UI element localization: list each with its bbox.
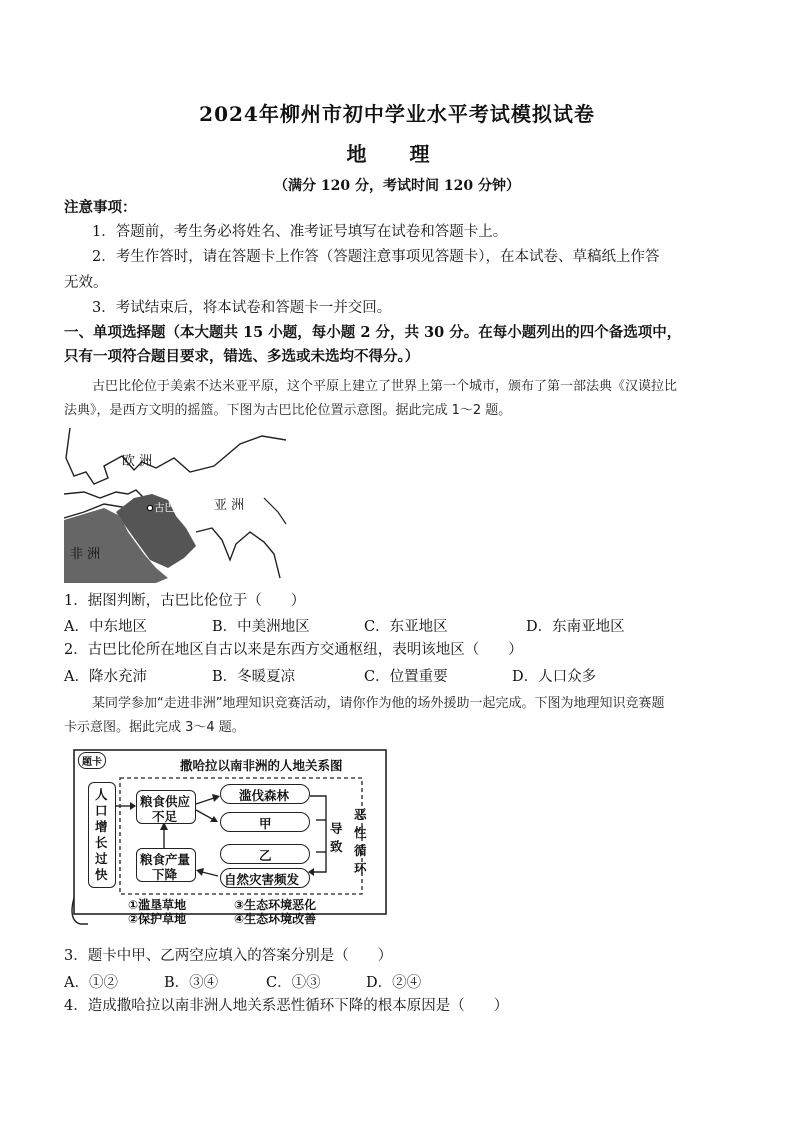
passage2-line1: 某同学参加“走进非洲”地理知识竞赛活动，请你作为他的场外援助一起完成。下图为地理知识竞赛题 [92,696,665,711]
q3-stem: 3．题卡中甲、乙两空应填入的答案分别是（ ） [64,948,393,964]
section1-heading-cont: 只有一项符合题目要求，错选、多选或未选均不得分。） [64,348,420,365]
label-africa: 非 洲 [70,547,101,562]
q2-stem: 2．古巴比伦所在地区自古以来是东西方交通枢纽，表明该地区（ ） [64,642,523,658]
disaster-box: 自然灾害频发 [220,868,310,888]
label-babylon: 古巴比伦 [154,502,196,514]
babylon-marker [147,505,152,510]
blank-yi-box[interactable]: 乙 [220,844,310,864]
passage1-line2: 法典》，是西方文明的摇篮。下图为古巴比伦位置示意图。据此完成 1～2 题。 [64,403,512,418]
passage1-line1: 古巴比伦位于美索不达米亚平原，这个平原上建立了世界上第一个城市，颁布了第一部法典《汉谟拉比 [92,379,678,394]
q4-stem: 4．造成撒哈拉以南非洲人地关系恶性循环下降的根本原因是（ ） [64,998,509,1014]
q1-option-a[interactable]: A．中东地区 [64,619,147,635]
human-land-diagram [68,748,390,926]
q3-option-b[interactable]: B．③④ [164,975,219,991]
q2-option-c[interactable]: C．位置重要 [364,669,448,685]
section1-heading: 一、单项选择题（本大题共 15 小题，每小题 2 分，共 30 分。在每小题列出的四个备选项中， [64,324,682,341]
blank-jia-box[interactable]: 甲 [220,812,310,832]
q2-option-b[interactable]: B．冬暖夏凉 [212,669,296,685]
note-item-2: 2．考生作答时，请在答题卡上作答（答题注意事项见答题卡），在本试卷、草稿纸上作答 [92,249,660,265]
lead-label: 导 致 [330,821,343,854]
note-item-2-cont: 无效。 [64,275,108,291]
q3-option-d[interactable]: D．②④ [366,975,422,991]
notes-heading: 注意事项： [64,199,137,216]
note-item-3: 3．考试结束后，将本试卷和答题卡一并交回。 [92,300,392,316]
q3-option-a[interactable]: A．①② [64,975,118,991]
q1-stem: 1．据图判断，古巴比伦位于（ ） [64,593,306,609]
answer-4: ④生态环境改善 [234,912,317,926]
answer-1: ①滥垦草地 [128,898,187,912]
q2-option-a[interactable]: A．降水充沛 [64,669,147,685]
q2-option-d[interactable]: D．人口众多 [512,669,597,685]
q1-option-b[interactable]: B．中美洲地区 [212,619,310,635]
population-growth-box [88,782,116,888]
q3-option-c[interactable]: C．①③ [266,975,321,991]
passage2-line2: 卡示意图。据此完成 3～4 题。 [64,720,245,735]
food-shortage-box: 粮食供应 不足 [136,790,196,824]
diagram-title: 撒哈拉以南非洲的人地关系图 [180,758,343,773]
label-asia: 亚 洲 [214,498,245,513]
score-note: （满分 120 分，考试时间 120 分钟） [274,178,520,194]
page-title: 2024年柳州市初中学业水平考试模拟试卷 [199,102,595,126]
q1-option-c[interactable]: C．东亚地区 [364,619,448,635]
q1-option-d[interactable]: D．东南亚地区 [526,619,625,635]
subject-title: 地 理 [346,142,448,166]
answer-3: ③生态环境恶化 [234,898,317,912]
population-growth-text: 人 口 增 长 过 快 [95,787,108,882]
answer-2: ②保护草地 [128,912,187,926]
food-drop-box: 粮食产量 下降 [136,848,196,882]
card-tag: 题卡 [78,752,106,769]
label-europe: 欧 洲 [122,454,153,469]
deforest-box: 滥伐森林 [220,784,310,804]
note-item-1: 1．答题前，考生务必将姓名、准考证号填写在试卷和答题卡上。 [92,224,508,240]
babylon-location-map [64,428,292,583]
vicious-cycle-label: 恶 性 循 环 [354,807,367,876]
